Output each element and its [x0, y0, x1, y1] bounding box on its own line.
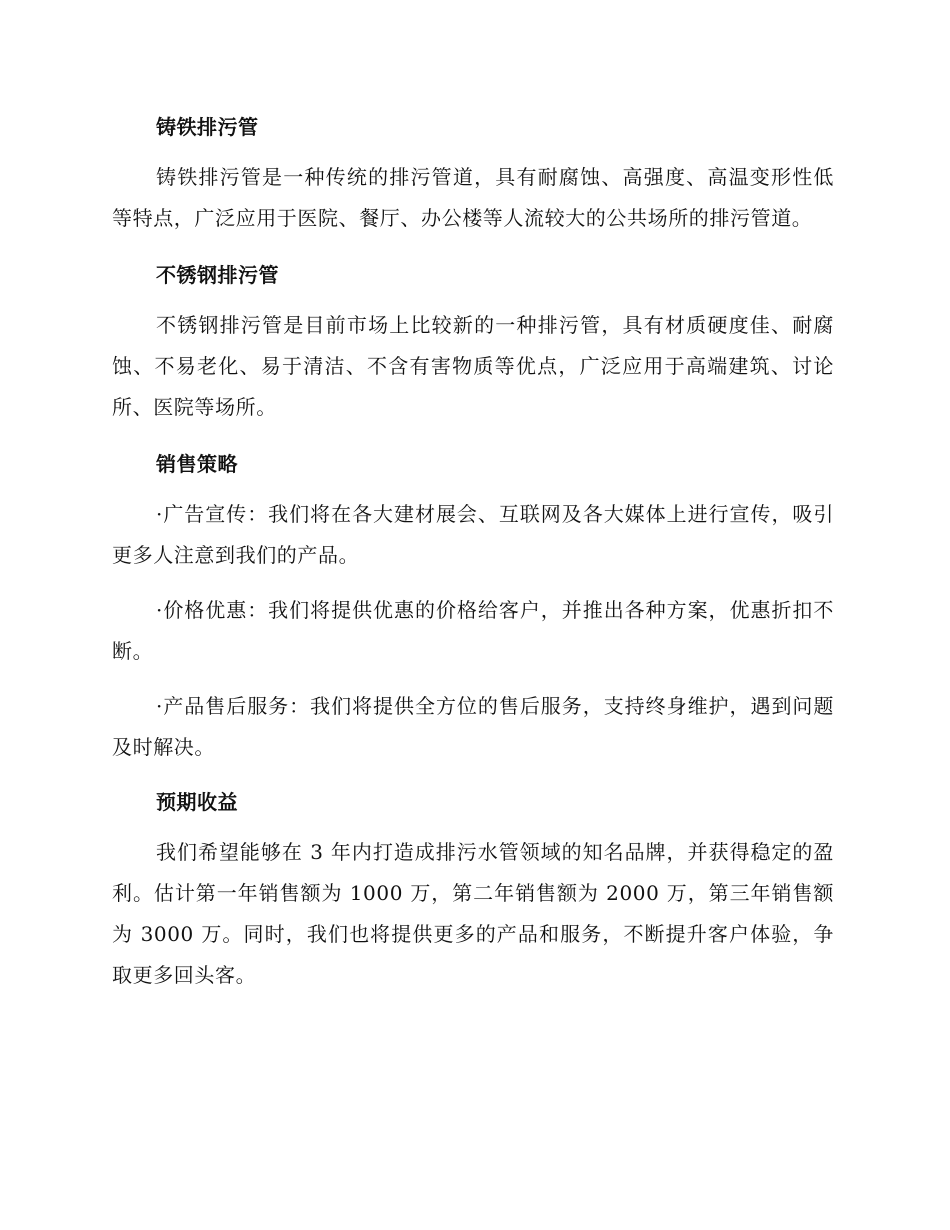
bullet-item-after-sales [112, 686, 834, 768]
section-heading: 不锈钢排污管 [156, 263, 279, 287]
bullet-list [112, 494, 834, 768]
section-heading: 销售策略 [156, 452, 238, 476]
section-paragraph: 铸铁排污管是一种传统的排污管道，具有耐腐蚀、高强度、高温变形性低等特点，广泛应用于医院、餐厅、办公楼等人流较大的公共场所的排污管道。 [112, 165, 834, 230]
section-stainless-steel [112, 255, 834, 428]
section-paragraph: 不锈钢排污管是目前市场上比较新的一种排污管，具有材质硬度佳、耐腐蚀、不易老化、易于清洁、不含有害物质等优点，广泛应用于高端建筑、讨论所、医院等场所。 [112, 313, 834, 419]
section-paragraph: 我们希望能够在 3 年内打造成排污水管领域的知名品牌，并获得稳定的盈利。估计第一年销售额为 1000 万，第二年销售额为 2000 万，第三年销售额为 3000 万。同时，我们也将提供更多的产品和服务，不断提升客户体验，争取更多回头客。 [112, 840, 834, 987]
bullet-dot: · [156, 598, 163, 622]
bullet-dot: · [156, 694, 163, 718]
section-heading: 预期收益 [156, 790, 238, 814]
document-body [112, 107, 834, 1012]
section-heading: 铸铁排污管 [156, 115, 259, 139]
bullet-text: 价格优惠：我们将提供优惠的价格给客户，并推出各种方案，优惠折扣不断。 [112, 598, 834, 663]
bullet-item-advertising [112, 494, 834, 576]
bullet-text: 产品售后服务：我们将提供全方位的售后服务，支持终身维护，遇到问题及时解决。 [112, 694, 834, 759]
bullet-dot: · [156, 502, 163, 526]
section-cast-iron [112, 107, 834, 239]
bullet-text: 广告宣传：我们将在各大建材展会、互联网及各大媒体上进行宣传，吸引更多人注意到我们的产品。 [112, 502, 834, 567]
section-sales-strategy [112, 444, 834, 768]
section-expected-revenue [112, 782, 834, 996]
bullet-item-pricing [112, 590, 834, 672]
